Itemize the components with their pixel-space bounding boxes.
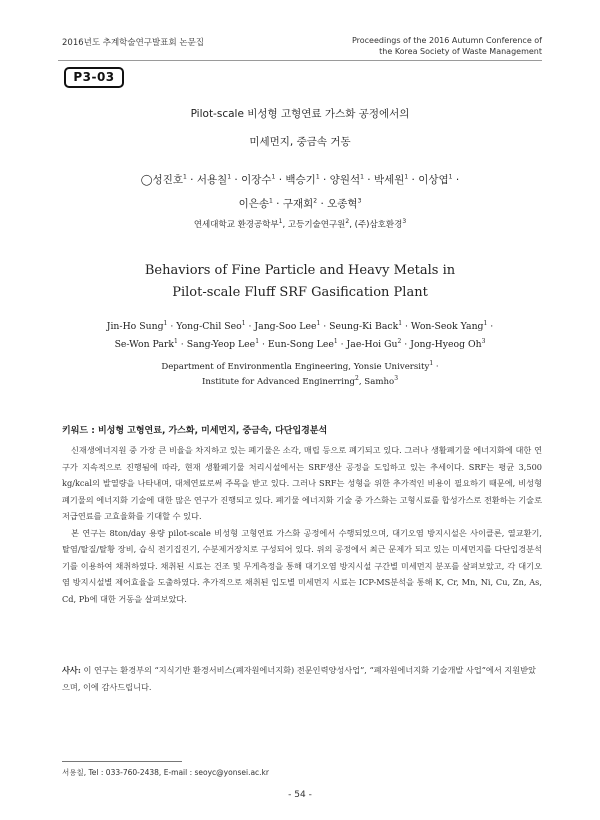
paragraph: 본 연구는 8ton/day 용량 pilot-scale 비성형 고형연료 가스화 공정에서 수행되었으며, 대기오염 방지시설은 사이클론, 열교환기, 탈염/탈질/탈황 장비, 습식 전기집진기, 수분제거장치로 구성되어 있다. 위의 공정에서 최근 문제가 되고 있는 미세먼지를 다단입경분석기를 이용하여 채취하였다. 채취된 시료는 건조 및 무게측정을 통해 대기오염 방지시설 구간별 미세먼지 분포를 살펴보았고, 각 대기오염 방지시설별 제어효율을 도출하였다. 추가적으로 채취된 입도별 미세먼지 시료는 ICP-MS분석을 통해 K, Cr, Mn, Ni, Cu, Zn, As, Cd, Pb에 대한 거동을 살펴보았다. [62,527,542,604]
paragraph: 신재생에너지원 중 가장 큰 비율을 차지하고 있는 폐기물은 소각, 매립 등으로 폐기되고 있다. 그러나 생활폐기물 에너지화에 대한 연구가 지속적으로 진행됨에 따라, 현재 생활폐기물 처리시설에서는 SRF생산 공정을 도입하고 있는 추세이다. SRF는 평균 3,500 kg/kcal의 발열량을 나타내며, 대체연료로써 주목을 받고 있다. 그러나 SRF는 성형을 위한 추가적인 비용이 필요하기 때문에, 비성형 폐기물의 에너지화 기술에 대한 많은 연구가 진행되고 있다. 폐기물 에너지화 기술 중 가스화는 고형시료를 합성가스로 전환하는 기술로 저급연료를 고효율화를 기대할 수 있다. [62,445,542,521]
header-right [352,35,542,57]
korean-title-line1: Pilot-scale 비성형 고형연료 가스화 공정에서의 [190,108,410,120]
page-number: - 54 - [288,790,312,800]
english-authors [0,318,600,353]
author: 양원석$^1$ [329,173,364,186]
author: Seung-Ki Back$^1$ [329,319,403,332]
header-left: 2016년도 추계학술연구발표회 논문집 [62,38,204,48]
footnote-rule [62,761,182,762]
acknowledgement [62,662,542,695]
body-text [62,442,542,607]
author: Yong-Chil Seo$^1$ [176,319,246,332]
english-title-line2: Pilot-scale Fluff SRF Gasification Plant [172,285,428,300]
korean-authors-line2: 이은송$^1$ · 구재회$^2$ · 오종혁$^3$ [238,197,362,210]
korean-authors [0,170,600,214]
author: Se-Won Park$^1$ [114,337,178,350]
english-authors-line2: Se-Won Park$^1$ · Sang-Yeop Lee$^1$ · Eun-Song Lee$^1$ · Jae-Hoi $Gu^2$ · Jong-Hyeog Oh$^3$ [114,337,486,350]
author: 이은송$^1$ [238,197,273,210]
header-right-line1: Proceedings of the 2016 Autumn Conference of [351,36,542,45]
acknowledgement-label: 사사: [62,665,81,675]
korean-title-line2: 미세먼지, 중금속 거동 [249,136,351,148]
author: Eun-Song Lee$^1$ [267,337,338,350]
author: 박세원$^1$ [373,173,409,186]
korean-affiliation: 연세대학교 환경공학부$^1$, 고등기술연구원$^2$, (주)삼호환경$^3$ [193,218,407,230]
author: Jae-Hoi Gu$^2$ [346,337,402,350]
author: Jang-Soo Lee$^1$ [254,319,321,332]
author: ◯성진호$^1$ [140,173,187,186]
english-affiliation-line1: Department of Environmentla Engineering, Yonsie University$^1$ · [161,360,439,372]
english-affiliation [0,360,600,390]
author: 서용칠$^1$ [196,173,232,186]
english-title-line1: Behaviors of Fine Particle and Heavy Metals in [144,263,456,278]
author: Sang-Yeop Lee$^1$ [186,337,260,350]
korean-authors-line1: ◯성진호$^1$ · 서용칠$^1$ · 이장수$^1$ · 백승기$^1$ · 양원석$^1$ · 박세원$^1$ · 이상엽$^1$ · [140,173,460,186]
author: Won-Seok Yang$^1$ [410,319,488,332]
keywords: 키워드 : 비성형 고형연료, 가스화, 미세먼지, 중금속, 다단입경분석 [62,426,328,436]
author: 이상엽$^1$ [418,173,453,186]
author: 백승기$^1$ [285,173,320,186]
footnote: 서용칠, Tel : 033-760-2438, E-mail : seoyc@yonsei.ac.kr [62,768,269,777]
acknowledgement-text: 이 연구는 환경부의 “지식기반 환경서비스(폐자원에너지화) 전문인력양성사업”, “폐자원에너지화 기술개발 사업”에서 지원받았으며, 이에 감사드립니다. [62,665,536,692]
author: 구재회$^2$ [282,197,318,210]
author: 오종혁$^3$ [327,197,362,210]
header-rule [58,60,542,61]
author: Jin-Ho Sung$^1$ [106,319,168,332]
english-authors-line1: Jin-Ho Sung$^1$ · Yong-Chil Seo$^1$ · Jang-Soo Lee$^1$ · Seung-Ki Back$^1$ · Won-Seok Yang$^1$ · [106,319,494,332]
author: 이장수$^1$ [241,173,276,186]
paper-code: P3-03 [64,67,124,88]
author: Jong-Hyeog Oh$^3$ [410,337,486,350]
header-right-line2: the Korea Society of Waste Management [379,47,542,56]
english-affiliation-line2: Institute for Advanced Enginerring$^2$, Samho$^3$ [201,375,399,387]
korean-title [0,104,600,152]
english-title [0,260,600,304]
